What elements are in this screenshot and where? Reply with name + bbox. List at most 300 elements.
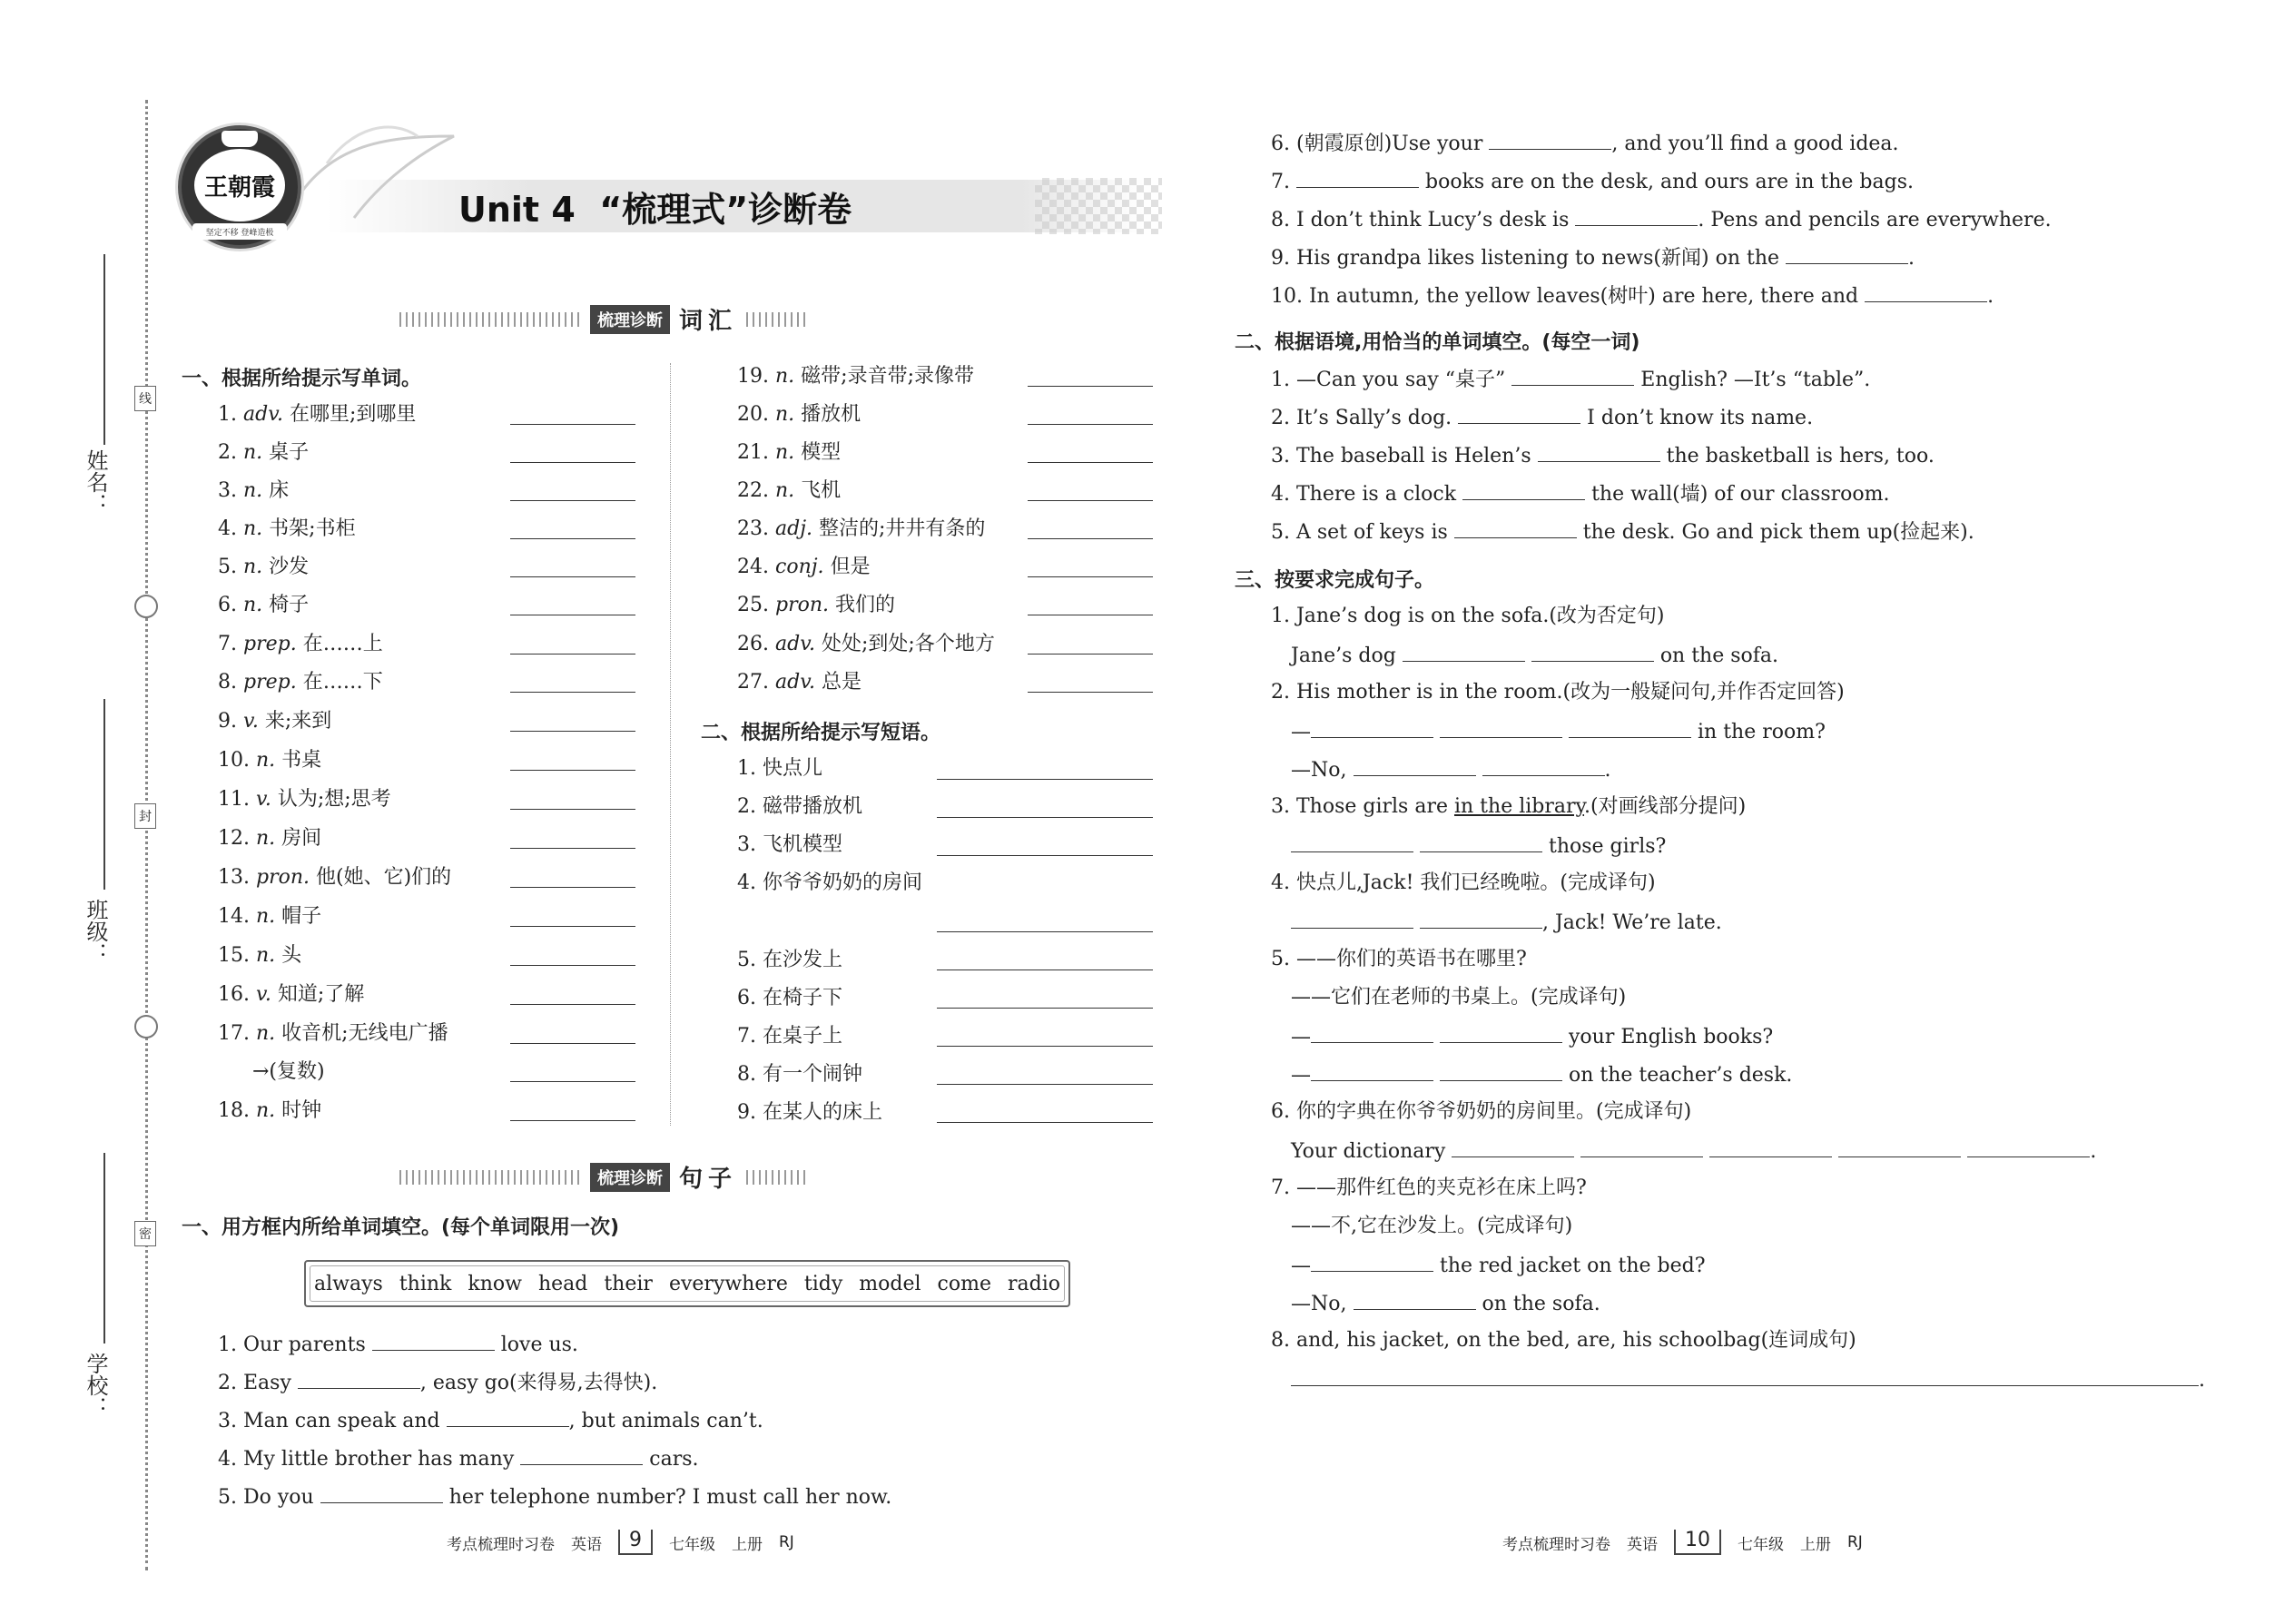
list-item [1271,205,2052,234]
answer-blank[interactable] [1028,654,1153,655]
item-text: 在哪里;到哪里 [290,403,417,426]
word-bank-item: know [468,1272,522,1295]
answer-blank[interactable] [510,1004,635,1005]
part-of-speech: n. [243,441,263,464]
item-text: 4. My little brother has many [218,1448,515,1471]
vocab-part1-heading: 一、根据所给提示写单词。 [182,368,422,390]
list-item [218,825,321,852]
list-item: 2. 磁带播放机 [737,795,862,818]
word-bank-item: head [537,1272,588,1295]
part-of-speech: n. [256,944,276,967]
item-text: 播放机 [801,403,861,426]
word-bank-inner-border [310,1265,1065,1302]
answer-line [1291,641,1778,670]
item-text: 2. It’s Sally’s dog. [1271,407,1452,429]
answer-blank[interactable] [298,1368,420,1389]
list-item [1271,365,1870,394]
title-checker-decoration [1035,178,1162,234]
item-text: →(复数) [252,1060,325,1083]
list-item: 1. 快点儿 [737,757,822,780]
answer-blank[interactable] [1462,479,1585,500]
brand-slogan: 坚定不移 登峰造极 [192,223,287,240]
list-item [1271,281,1994,310]
answer-blank[interactable] [1511,365,1634,386]
answer-blank[interactable] [1028,500,1153,501]
answer-blank[interactable] [1028,386,1153,387]
footer-left [447,1530,794,1555]
part-of-speech: prep. [243,633,297,655]
class-underline [103,699,105,890]
list-item [218,631,383,658]
answer-blank[interactable] [510,1043,635,1044]
item-number: 18. [218,1099,250,1122]
item-number: 16. [218,983,250,1006]
answer-blank[interactable] [1311,1251,1433,1272]
footer-grade: 七年级 [1738,1535,1784,1554]
answer-blank[interactable] [1575,205,1698,226]
question-text: 1. Jane’s dog is on the sofa.(改为否定句) [1271,605,1665,627]
list-item [1271,517,1974,546]
answer-blank[interactable] [510,848,635,849]
question-text [1271,793,1746,821]
answer-blank[interactable] [447,1406,569,1427]
answer-blank[interactable] [510,576,635,577]
item-text: 飞机 [801,479,842,502]
list-item [1271,479,1889,508]
item-number: 5. [218,556,237,578]
answer-line [1291,1022,1773,1051]
part-of-speech: n. [243,517,263,540]
answer-blank[interactable] [510,654,635,655]
item-text: . Pens and pencils are everywhere. [1698,209,2052,231]
list-item: 8. 有一个闹钟 [737,1063,862,1086]
list-item: 6. 在椅子下 [737,987,842,1009]
item-text: cars. [649,1448,699,1471]
answer-blank[interactable] [1311,1060,1433,1081]
item-text: — [1291,1026,1311,1048]
item-text: 1. —Can you say “桌子” [1271,369,1506,391]
list-item [737,477,841,505]
list-item [737,631,995,658]
part-of-speech: pron. [775,594,830,616]
list-item [737,439,841,467]
item-text: —No, [1291,1293,1347,1315]
answer-blank[interactable] [1482,755,1605,776]
item-text: 在……上 [302,633,383,655]
item-text: 书架;书柜 [269,517,356,540]
dash-decoration [746,312,810,327]
name-label: 姓名： [83,449,108,515]
part-of-speech: n. [256,1099,276,1122]
item-text: 处处;到处;各个地方 [822,633,995,655]
answer-blank[interactable] [510,500,635,501]
answer-blank[interactable] [937,855,1153,856]
answer-blank[interactable] [1967,1137,2090,1157]
answer-blank[interactable] [510,770,635,771]
vocab-section-header [399,302,810,336]
page-number: 9 [618,1530,653,1555]
answer-blank[interactable] [510,965,635,966]
item-text: 时钟 [281,1099,322,1122]
item-text: Your dictionary [1291,1140,1446,1163]
item-text: 整洁的;井井有条的 [819,517,986,540]
list-item [218,1406,763,1435]
item-text: 8. I don’t think Lucy’s desk is [1271,209,1570,231]
item-text: — [1291,721,1311,743]
brand-logo [178,125,301,249]
word-bank-item: tidy [803,1272,843,1295]
item-text: , easy go(来得易,去得快). [419,1372,658,1394]
item-number: 9. [218,710,237,733]
footer-term: 上册 [1800,1535,1831,1554]
item-text: 床 [269,479,290,502]
question-text: 7. ——那件红色的夹克衫在床上吗? [1271,1176,1587,1199]
item-number: 23. [737,517,769,540]
part-of-speech: n. [775,441,795,464]
answer-blank[interactable] [510,731,635,732]
answer-blank[interactable] [320,1482,443,1503]
answer-blank[interactable] [937,1084,1153,1085]
item-text: on the sofa. [1482,1293,1600,1315]
list-item [218,864,451,891]
answer-blank[interactable] [1440,717,1562,738]
answer-blank[interactable] [937,779,1153,780]
item-number: 12. [218,827,250,850]
answer-blank[interactable] [1709,1137,1832,1157]
answer-blank[interactable] [1028,576,1153,577]
part-of-speech: adv. [775,671,816,694]
item-text: on the sofa. [1659,645,1779,667]
item-number: 2. [218,441,237,464]
item-number: 20. [737,403,769,426]
item-number: 1. [218,403,237,426]
answer-blank[interactable] [1291,908,1413,929]
answer-blank[interactable] [937,1046,1153,1047]
binding-hole-icon [134,1015,158,1038]
part-of-speech: n. [775,365,795,388]
section-badge: 梳理诊断 [590,305,670,334]
word-bank-item: come [937,1272,991,1295]
answer-blank[interactable] [937,969,1153,970]
binding-mark-line: 线 [134,386,156,411]
item-text: —No, [1291,759,1347,782]
answer-blank[interactable] [510,809,635,810]
dash-decoration [746,1170,810,1185]
item-number: 3. [218,479,237,502]
dash-decoration [399,1170,581,1185]
answer-blank[interactable] [510,1081,635,1082]
item-text: 1. Our parents [218,1334,366,1356]
item-number: 8. [218,671,237,694]
item-text: the desk. Go and pick them up(捡起来). [1582,521,1974,544]
list-item [218,554,309,581]
item-text: those girls? [1549,835,1667,858]
item-text: 6. (朝霞原创)Use your [1271,133,1483,155]
item-text: , and you’ll find a good idea. [1611,133,1899,155]
word-bank-item: think [399,1272,452,1295]
page-number: 10 [1674,1530,1721,1555]
answer-blank[interactable] [1028,424,1153,425]
answer-blank[interactable] [937,1008,1153,1009]
item-text: 3. Those girls are [1271,795,1454,818]
item-number: 7. [218,633,237,655]
item-text: , but animals can’t. [568,1410,763,1432]
answer-blank[interactable] [1458,403,1580,424]
word-bank-item: radio [1008,1272,1060,1295]
item-text: her telephone number? I must call her now. [448,1486,892,1509]
part-of-speech: v. [243,710,259,733]
item-text: 2. Easy [218,1372,291,1394]
word-bank-box [304,1260,1070,1307]
answer-blank[interactable] [1028,692,1153,693]
list-item [737,401,861,428]
part-of-speech: n. [775,403,795,426]
list-item [218,592,309,619]
answer-blank[interactable] [1028,538,1153,539]
answer-blank[interactable] [1580,1137,1703,1157]
part-of-speech: n. [256,827,276,850]
answer-blank[interactable] [520,1444,643,1465]
item-text: 但是 [830,556,871,578]
underlined-phrase: in the library [1453,795,1585,818]
dash-decoration [399,312,581,327]
part-of-speech: n. [256,1022,276,1045]
item-text: 头 [281,944,302,967]
word-bank-item: model [859,1272,921,1295]
list-item: 3. 飞机模型 [737,833,842,856]
answer-blank[interactable] [1440,1022,1562,1043]
part-of-speech: conj. [775,556,824,578]
answer-blank[interactable] [1028,462,1153,463]
item-number: 21. [737,441,769,464]
question-text: 4. 快点儿,Jack! 我们已经晚啦。(完成译句) [1271,871,1656,894]
item-text: English? —It’s “table”. [1640,369,1871,391]
item-text: 椅子 [269,594,310,616]
answer-blank[interactable] [1354,755,1476,776]
item-text: in the room? [1698,721,1826,743]
list-item [218,1330,578,1359]
answer-blank[interactable] [1538,441,1660,462]
part-of-speech: v. [256,788,271,811]
list-item [218,1482,891,1511]
list-item [737,516,985,543]
name-underline [103,254,105,445]
list-item [218,786,391,813]
list-item [737,669,861,696]
answer-blank[interactable] [510,1120,635,1121]
item-number: 10. [218,749,250,772]
footer-term: 上册 [732,1535,763,1554]
item-text: . [1604,759,1611,782]
section-name: 句子 [679,1166,738,1193]
list-item: 5. 在沙发上 [737,949,842,971]
list-item [218,1020,448,1048]
answer-blank[interactable] [937,1122,1153,1123]
item-text: . [2199,1369,2205,1392]
answer-blank[interactable] [937,931,1153,932]
answer-blank[interactable] [510,538,635,539]
list-item [218,1368,657,1397]
brand-name: 王朝霞 [194,149,285,221]
item-text: 磁带;录音带;录像带 [801,365,974,388]
list-item [252,1058,325,1086]
list-item [218,708,331,735]
item-text: the wall(墙) of our classroom. [1591,483,1890,506]
list-item [218,401,416,428]
answer-blank[interactable] [372,1330,495,1351]
item-number: 17. [218,1022,250,1045]
ribbon-decoration-icon [272,109,472,227]
item-number: 24. [737,556,769,578]
answer-blank[interactable] [1454,517,1577,538]
item-text: books are on the desk, and ours are in the bags. [1425,171,1914,193]
part-of-speech: v. [256,983,271,1006]
item-text: 我们的 [835,594,896,616]
part-of-speech: n. [243,479,263,502]
list-item [737,592,895,619]
item-text: .(对画线部分提问) [1584,795,1747,818]
item-text: 收音机;无线电广播 [281,1022,448,1045]
answer-blank[interactable] [510,424,635,425]
part-of-speech: n. [256,905,276,928]
part-of-speech: prep. [243,671,297,694]
item-text: the basketball is hers, too. [1666,445,1935,468]
item-text: the red jacket on the bed? [1440,1255,1706,1277]
item-text: your English books? [1569,1026,1774,1048]
item-number: 11. [218,788,250,811]
answer-blank[interactable] [1452,1137,1574,1157]
list-item [1271,167,1914,196]
item-text: . [2090,1140,2097,1163]
answer-blank[interactable] [510,462,635,463]
answer-blank[interactable] [1838,1137,1961,1157]
item-text: 知道;了解 [277,983,365,1006]
list-item: 7. 在桌子上 [737,1025,842,1048]
part-of-speech: n. [775,479,795,502]
list-item [218,747,321,774]
item-text: 4. There is a clock [1271,483,1457,506]
item-text: love us. [500,1334,578,1356]
item-text: on the teacher’s desk. [1569,1064,1793,1087]
list-item [1271,441,1935,470]
item-text: . [1908,247,1915,270]
answer-blank[interactable] [1311,1022,1433,1043]
answer-blank[interactable] [937,817,1153,818]
part-of-speech: adj. [775,517,813,540]
item-text: 总是 [822,671,862,694]
item-number: 26. [737,633,769,655]
sentence-section-header [399,1160,810,1194]
list-item: 9. 在某人的床上 [737,1101,882,1124]
binding-dotted-line [145,100,148,1570]
binding-hole-icon [134,595,158,618]
item-number: 14. [218,905,250,928]
answer-blank[interactable] [1291,1365,2199,1386]
item-text: 在……下 [302,671,383,694]
answer-blank[interactable] [1489,129,1611,150]
list-item: 4. 你爷爷奶奶的房间 [737,871,922,894]
answer-line [1291,908,1722,937]
item-text: 5. Do you [218,1486,314,1509]
item-text: 房间 [281,827,322,850]
list-item [218,477,289,505]
item-number: 19. [737,365,769,388]
answer-blank[interactable] [1291,832,1413,852]
part-of-speech: n. [243,594,263,616]
item-number: 22. [737,479,769,502]
answer-blank[interactable] [1354,1289,1476,1310]
list-item [218,903,321,930]
question-text: ——不,它在沙发上。(完成译句) [1291,1215,1573,1237]
answer-blank[interactable] [510,926,635,927]
list-item [1271,403,1813,432]
item-text: I don’t know its name. [1587,407,1814,429]
item-text: — [1291,1064,1311,1087]
binding-mark-seal: 封 [134,803,156,829]
answer-blank[interactable] [1865,281,1987,302]
page-title: Unit 4 “梳理式”诊断卷 [458,190,852,230]
section-badge: 梳理诊断 [590,1163,670,1192]
list-item [218,439,309,467]
word-bank-item: everywhere [668,1272,788,1295]
question-text: 2. His mother is in the room.(改为一般疑问句,并作否定回答) [1271,681,1845,704]
list-item [218,669,383,696]
column-divider [670,363,671,1126]
footer-book: 考点梳理时习卷 [447,1535,555,1554]
item-text: 3. The baseball is Helen’s [1271,445,1531,468]
list-item [218,981,364,1009]
footer-grade: 七年级 [669,1535,715,1554]
list-item [218,1097,321,1125]
item-text: 帽子 [281,905,322,928]
answer-line [1291,1251,1706,1280]
answer-blank[interactable] [1296,167,1419,188]
list-item [218,516,356,543]
answer-line [1291,1060,1792,1089]
item-text: 7. [1271,171,1290,193]
answer-blank[interactable] [1420,832,1542,852]
item-number: 6. [218,594,237,616]
item-text: . [1987,285,1994,308]
item-text: 他(她、它)们的 [316,866,452,889]
answer-line [1291,1289,1600,1318]
answer-line [1291,832,1666,861]
answer-blank[interactable] [1440,1060,1562,1081]
answer-line [1291,755,1611,784]
answer-blank[interactable] [1420,908,1542,929]
answer-blank[interactable] [1569,717,1691,738]
item-text: — [1291,1255,1311,1277]
item-number: 13. [218,866,250,889]
answer-line [1291,1137,2096,1166]
part-of-speech: adv. [775,633,816,655]
word-bank-item: their [604,1272,653,1295]
answer-blank[interactable] [1531,641,1654,662]
school-underline [103,1153,105,1343]
answer-blank[interactable] [510,692,635,693]
item-text: 5. A set of keys is [1271,521,1448,544]
answer-blank[interactable] [1311,717,1433,738]
answer-blank[interactable] [510,887,635,888]
item-text: 桌子 [269,441,310,464]
answer-blank[interactable] [1403,641,1525,662]
item-number: 27. [737,671,769,694]
answer-line [1291,1365,2205,1394]
item-text: 来;来到 [264,710,332,733]
item-text: 3. Man can speak and [218,1410,440,1432]
answer-blank[interactable] [1786,243,1908,264]
question-text: ——它们在老师的书桌上。(完成译句) [1291,986,1627,1009]
